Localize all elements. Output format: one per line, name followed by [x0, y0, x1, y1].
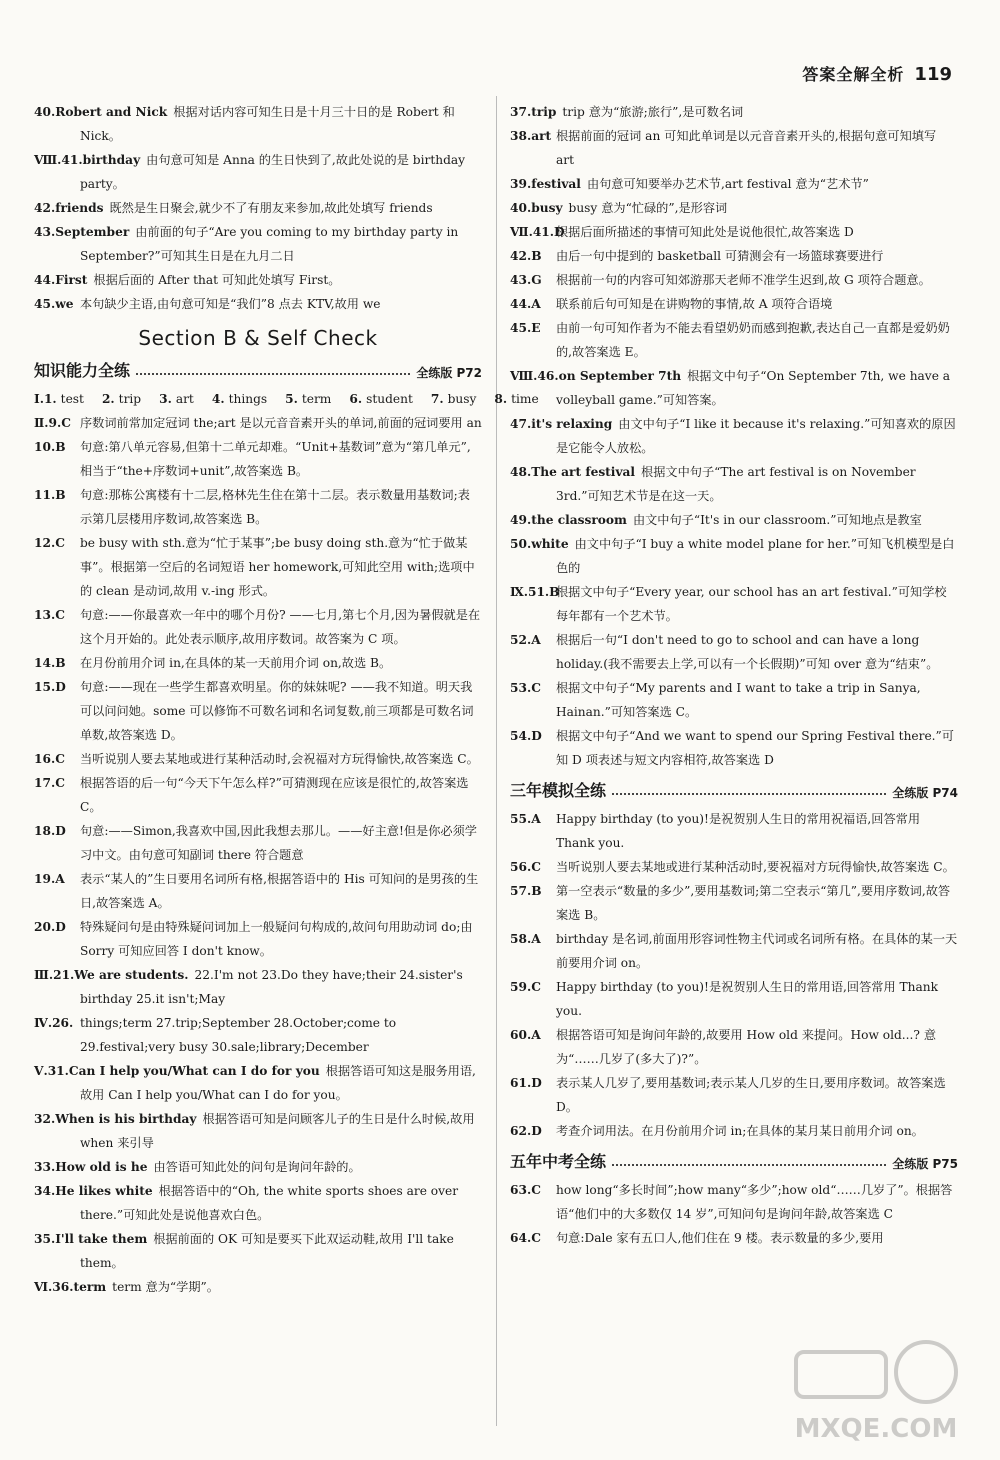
answer-entry	[510, 1226, 958, 1250]
answer-explanation: 根据答语可知是问顾客儿子的生日是什么时候,故用 when 来引导	[80, 1112, 475, 1150]
page-number: 119	[914, 64, 952, 85]
section-page-ref: 全练版 P75	[892, 1157, 958, 1171]
answer-key: 7.	[430, 392, 444, 406]
answer-value: busy	[447, 392, 477, 406]
answer-value: time	[511, 392, 539, 406]
answer-entry	[510, 628, 958, 676]
answer-explanation: 由后一句中提到的 basketball 可猜测会有一场篮球赛要进行	[556, 249, 884, 263]
answer-explanation: term 意为“学期”。	[112, 1280, 219, 1294]
answer-explanation: 句意:——Simon,我喜欢中国,因此我想去那儿。——好主意!但是你必须学习中文。由句意可知副词 there 符合题意	[80, 824, 477, 862]
answer-entry	[510, 100, 958, 124]
answer-entry	[510, 879, 958, 927]
answer-explanation: birthday 是名词,前面用形容词性物主代词或名词所有格。在具体的某一天前要用介词 on。	[556, 932, 958, 970]
answer-entry	[510, 1119, 958, 1143]
answer-key: 3.	[159, 392, 172, 406]
answer-explanation: 句意:那栋公寓楼有十二层,格林先生住在第十二层。表示数量用基数词;表示第几层楼用序数词,故答案选 B。	[80, 488, 470, 526]
answer-key: 50.white	[510, 537, 569, 551]
answer-explanation: 表示“某人的”生日要用名词所有格,根据答语中的 His 可知问的是男孩的生日,故答案选 A。	[80, 872, 479, 910]
answer-key: 34.He likes white	[34, 1184, 153, 1198]
answer-key: 42.friends	[34, 201, 104, 215]
section-page-ref: 全练版 P72	[416, 366, 482, 380]
answer-key: 61.D	[510, 1076, 542, 1090]
answer-explanation: trip 意为“旅游;旅行”,是可数名词	[562, 105, 744, 119]
answer-explanation: things;term 27.trip;September 28.October;come to 29.festival;very busy 30.sale;library;December	[80, 1016, 397, 1054]
answer-key: 54.D	[510, 729, 542, 743]
section-heading: Section B & Self Check	[138, 326, 378, 350]
answer-explanation: 根据对话内容可知生日是十月三十日的是 Robert 和 Nick。	[80, 105, 455, 143]
answer-key: 20.D	[34, 920, 66, 934]
answer-key: Ⅱ.9.C	[34, 416, 71, 430]
answer-key: 8.	[494, 392, 508, 406]
answer-entry	[34, 1275, 482, 1299]
answer-item	[431, 392, 477, 406]
answer-explanation: 由句意可知是 Anna 的生日快到了,故此处说的是 birthday party。	[80, 153, 466, 191]
answer-entry	[510, 124, 958, 172]
answer-entry	[34, 292, 482, 316]
answer-entry	[34, 100, 482, 148]
answer-entry	[34, 747, 482, 771]
answer-entry	[510, 1071, 958, 1119]
answer-key: 37.trip	[510, 105, 557, 119]
answer-explanation: 由前面的句子“Are you coming to my birthday party in September?”可知其生日是在九月二日	[80, 225, 459, 263]
answer-key: Ⅲ.21.We are students.	[34, 968, 189, 982]
answer-entry	[34, 603, 482, 651]
answer-key: 47.it's relaxing	[510, 417, 613, 431]
answer-explanation: 既然是生日聚会,就少不了有朋友来参加,故此处填写 friends	[109, 201, 433, 215]
section-title: 知识能力全练	[34, 361, 131, 380]
answer-value: trip	[118, 392, 142, 406]
answer-key: 19.A	[34, 872, 65, 886]
answer-key: Ⅵ.36.term	[34, 1280, 107, 1294]
leader-dots	[136, 373, 410, 375]
answer-explanation: 句意:——你最喜欢一年中的哪个月份? ——七月,第七个月,因为暑假就是在这个月开始的。此处表示顺序,故用序数词。故答案为 C 项。	[80, 608, 481, 646]
answer-item	[212, 392, 267, 406]
answer-explanation: 根据答语的后一句“今天下午怎么样?”可猜测现在应该是很忙的,故答案选 C。	[80, 776, 469, 814]
answer-key: 33.How old is he	[34, 1160, 148, 1174]
answer-entry	[510, 412, 958, 460]
answer-key: 42.B	[510, 249, 542, 263]
answer-entry	[34, 867, 482, 915]
answer-explanation: 根据文中句子“On September 7th, we have a volleyball game.”可知答案。	[556, 369, 951, 407]
answer-explanation: busy 意为“忙碌的”,是形容词	[568, 201, 728, 215]
answer-key: 58.A	[510, 932, 541, 946]
answer-key: 35.I'll take them	[34, 1232, 148, 1246]
answer-entry	[34, 963, 482, 1011]
answer-key: 6.	[349, 392, 363, 406]
answer-key: 64.C	[510, 1231, 541, 1245]
answer-explanation: 根据答语可知这是服务用语,故用 Can I help you/What can I do for you。	[80, 1064, 476, 1102]
answer-explanation: 根据文中句子“Every year, our school has an art festival.”可知学校每年都有一个艺术节。	[556, 585, 947, 623]
answer-key: 32.When is his birthday	[34, 1112, 197, 1126]
answer-item	[102, 392, 141, 406]
answer-explanation: 根据答语中的“Oh, the white sports shoes are over there.”可知此处是说他喜欢白色。	[80, 1184, 459, 1222]
answer-entry	[34, 483, 482, 531]
answer-value: art	[175, 392, 194, 406]
answer-key: 38.art	[510, 129, 552, 143]
answer-entry	[34, 1011, 482, 1059]
right-column	[510, 100, 958, 1250]
answer-key: 52.A	[510, 633, 541, 647]
answer-explanation: 由前一句可知作者为不能去看望奶奶而感到抱歉,表达自己一直都是爱奶奶的,故答案选 E。	[556, 321, 950, 359]
answer-entry	[510, 172, 958, 196]
answer-item	[159, 392, 194, 406]
answer-entry	[34, 819, 482, 867]
answer-key: 63.C	[510, 1183, 541, 1197]
answer-key: 56.C	[510, 860, 541, 874]
answer-entry	[510, 196, 958, 220]
answer-key: 15.D	[34, 680, 66, 694]
answers-part-one	[34, 387, 539, 411]
answer-value: term	[301, 392, 332, 406]
answer-key: 62.D	[510, 1124, 542, 1138]
answer-entry	[510, 855, 958, 879]
answer-entry	[510, 975, 958, 1023]
answer-key: Ⅴ.31.Can I help you/What can I do for you	[34, 1064, 320, 1078]
column-divider	[496, 96, 497, 1426]
answer-entry	[510, 676, 958, 724]
answer-key: 40.busy	[510, 201, 563, 215]
answer-explanation: 根据后面所描述的事情可知此处是说他很忙,故答案选 D	[556, 225, 854, 239]
left-answers	[34, 411, 482, 1299]
answer-value: student	[366, 392, 413, 406]
answer-key: 43.G	[510, 273, 542, 287]
answer-explanation: 特殊疑问句是由特殊疑问词加上一般疑问句构成的,故问句用助动词 do;由 Sorry 可知应回答 I don't know。	[80, 920, 473, 958]
answer-explanation: 第一空表示“数量的多少”,要用基数词;第二空表示“第几”,要用序数词,故答案选 B。	[556, 884, 951, 922]
answer-key: 16.C	[34, 752, 65, 766]
answer-explanation: 在月份前用介词 in,在具体的某一天前用介词 on,故选 B。	[80, 656, 392, 670]
answer-key: Ⅸ.51.B	[510, 585, 560, 599]
page-header	[802, 62, 952, 85]
answer-key: 59.C	[510, 980, 541, 994]
answer-entry	[510, 460, 958, 508]
answer-entry	[34, 196, 482, 220]
answer-key: 18.D	[34, 824, 66, 838]
answer-entry	[34, 148, 482, 196]
answer-explanation: 根据后面的 After that 可知此处填写 First。	[93, 273, 341, 287]
answer-entry	[34, 651, 482, 675]
answer-key: 5.	[285, 392, 298, 406]
answer-key: 44.A	[510, 297, 541, 311]
answer-explanation: 表示某人几岁了,要用基数词;表示某人几岁的生日,要用序数词。故答案选 D。	[556, 1076, 946, 1114]
answer-item	[34, 392, 84, 406]
answer-entry	[34, 1179, 482, 1227]
answer-key: 17.C	[34, 776, 65, 790]
answer-entry	[510, 927, 958, 975]
answer-entry	[34, 771, 482, 819]
answer-key: 43.September	[34, 225, 130, 239]
answer-explanation: 本句缺少主语,由句意可知是“我们”8 点去 KTV,故用 we	[80, 297, 381, 311]
answer-value: things	[228, 392, 268, 406]
answer-explanation: 考查介词用法。在月份前用介词 in;在具体的某月某日前用介词 on。	[556, 1124, 924, 1138]
header-title: 答案全解全析	[802, 65, 905, 84]
answer-entry	[510, 244, 958, 268]
section-knowledge-practice	[34, 358, 482, 381]
answer-key: 45.we	[34, 297, 74, 311]
section-page-ref: 全练版 P74	[892, 786, 958, 800]
answer-key: Ⅳ.26.	[34, 1016, 74, 1030]
right-answers-b	[510, 807, 958, 1143]
answer-key: 39.festival	[510, 177, 581, 191]
answer-explanation: 由文中句子“I buy a white model plane for her.”可知飞机模型是白色的	[556, 537, 955, 575]
answer-key: 4.	[211, 392, 225, 406]
answer-entry	[510, 508, 958, 532]
answer-entry	[34, 220, 482, 268]
answer-key: 14.B	[34, 656, 66, 670]
answer-entry	[34, 435, 482, 483]
answer-key: 57.B	[510, 884, 542, 898]
answer-explanation: 当听说别人要去某地或进行某种活动时,要祝福对方玩得愉快,故答案选 C。	[556, 860, 955, 874]
answer-entry	[510, 268, 958, 292]
answer-entry	[510, 580, 958, 628]
answer-explanation: 22.I'm not 23.Do they have;their 24.sister's birthday 25.it isn't;May	[80, 968, 463, 1006]
right-answers-c	[510, 1178, 958, 1250]
answer-key: 44.First	[34, 273, 88, 287]
right-answers-a	[510, 100, 958, 772]
answer-explanation: 联系前后句可知是在讲购物的事情,故 A 项符合语境	[556, 297, 833, 311]
answer-explanation: 根据答语可知是询问年龄的,故要用 How old 来提问。How old...? 意为“……几岁了(多大了)?”。	[556, 1028, 937, 1066]
answer-key: Ⅰ.1.	[34, 392, 57, 406]
answer-entry	[510, 292, 958, 316]
answer-item	[285, 392, 331, 406]
answer-explanation: 由句意可知要举办艺术节,art festival 意为“艺术节”	[586, 177, 869, 191]
leader-dots	[612, 793, 886, 795]
answer-entry	[34, 1155, 482, 1179]
answer-explanation: 根据后一句“I don't need to go to school and can have a long holiday.(我不需要去上学,可以有一个长假期)”可知 over 意为“结束”。	[556, 633, 939, 671]
answer-explanation: 句意:——现在一些学生都喜欢明星。你的妹妹呢? ——我不知道。明天我可以问问她。some 可以修饰不可数名词和名词复数,前三项都是可数名词单数,故答案选 D。	[80, 680, 474, 742]
answer-explanation: 根据前面的冠词 an 可知此单词是以元音音素开头的,根据句意可知填写 art	[556, 129, 937, 167]
leader-dots	[612, 1164, 886, 1166]
answer-entry	[34, 268, 482, 292]
answer-key: Ⅶ.41.D	[510, 225, 565, 239]
answer-key: 13.C	[34, 608, 65, 622]
answer-explanation: be busy with sth.意为“忙于某事”;be busy doing sth.意为“忙于做某事”。根据第一空后的名词短语 her homework,可知此空用 with;选项中的 clean 是动词,故用 v.-ing 形式。	[80, 536, 475, 598]
answer-value: test	[60, 392, 84, 406]
answer-explanation: 序数词前常加定冠词 the;art 是以元音音素开头的单词,前面的冠词要用 an	[80, 416, 482, 430]
answer-explanation: 当听说别人要去某地或进行某种活动时,会祝福对方玩得愉快,故答案选 C。	[80, 752, 479, 766]
answer-explanation: Happy birthday (to you)!是祝贺别人生日的常用语,回答常用 Thank you.	[556, 980, 938, 1018]
answer-explanation: 根据前面的 OK 可知是要买下此双运动鞋,故用 I'll take them。	[80, 1232, 454, 1270]
answer-entry	[34, 1107, 482, 1155]
answer-key: 40.Robert and Nick	[34, 105, 168, 119]
section-three-year-mock	[510, 778, 958, 801]
answer-key: 53.C	[510, 681, 541, 695]
watermark-logo	[776, 1332, 976, 1452]
answer-explanation: 根据文中句子“The art festival is on November 3rd.”可知艺术节是在这一天。	[556, 465, 916, 503]
answer-entry	[34, 1059, 482, 1107]
section-five-year-exam	[510, 1149, 958, 1172]
answer-explanation: 根据文中句子“And we want to spend our Spring Festival there.”可知 D 项表述与短文内容相符,故答案选 D	[556, 729, 954, 767]
answer-entry	[34, 1227, 482, 1275]
answer-explanation: 由文中句子“I like it because it's relaxing.”可知喜欢的原因是它能令人放松。	[556, 417, 956, 455]
section-title: 五年中考全练	[510, 1152, 607, 1171]
answer-key: 2.	[101, 392, 115, 406]
answer-entry	[34, 531, 482, 603]
answer-item	[349, 392, 413, 406]
answer-key: Ⅷ.46.on September 7th	[510, 369, 682, 383]
answer-key: 10.B	[34, 440, 66, 454]
answer-entry	[510, 1023, 958, 1071]
watermark-text: MXQE.COM	[794, 1414, 958, 1444]
answer-key: 45.E	[510, 321, 541, 335]
answer-entry	[34, 915, 482, 963]
answer-entry	[510, 316, 958, 364]
answer-entry	[510, 532, 958, 580]
answer-key: 60.A	[510, 1028, 541, 1042]
answer-entry	[510, 724, 958, 772]
answer-entry	[34, 675, 482, 747]
answer-entry	[510, 807, 958, 855]
answer-explanation: 由答语可知此处的问句是询问年龄的。	[153, 1160, 361, 1174]
answer-entry	[510, 220, 958, 244]
section-title: 三年模拟全练	[510, 781, 607, 800]
answer-entry	[510, 364, 958, 412]
answer-explanation: 根据前一句的内容可知郊游那天老师不准学生迟到,故 G 项符合题意。	[556, 273, 931, 287]
answer-key: Ⅷ.41.birthday	[34, 153, 141, 167]
answer-key: 11.B	[34, 488, 66, 502]
answer-key: 48.The art festival	[510, 465, 636, 479]
answer-key: 12.C	[34, 536, 65, 550]
answer-entry	[34, 411, 482, 435]
answer-explanation: 根据文中句子“My parents and I want to take a trip in Sanya, Hainan.”可知答案选 C。	[556, 681, 921, 719]
answer-key: 55.A	[510, 812, 541, 826]
answer-explanation: how long“多长时间”;how many“多少”;how old“……几岁了”。根据答语“他们中的大多数仅 14 岁”,可知问句是询问年龄,故答案选 C	[556, 1183, 953, 1221]
answer-explanation: 句意:第八单元容易,但第十二单元却难。“Unit+基数词”意为“第几单元”,相当于“the+序数词+unit”,故答案选 B。	[80, 440, 471, 478]
answer-key: 49.the classroom	[510, 513, 627, 527]
left-top-answers	[34, 100, 482, 316]
answer-explanation: 句意:Dale 家有五口人,他们住在 9 楼。表示数量的多少,要用	[556, 1231, 884, 1245]
answer-entry	[510, 1178, 958, 1226]
answer-explanation: 由文中句子“It's in our classroom.”可知地点是教室	[632, 513, 922, 527]
answer-explanation: Happy birthday (to you)!是祝贺别人生日的常用祝福语,回答常用 Thank you.	[556, 812, 921, 850]
